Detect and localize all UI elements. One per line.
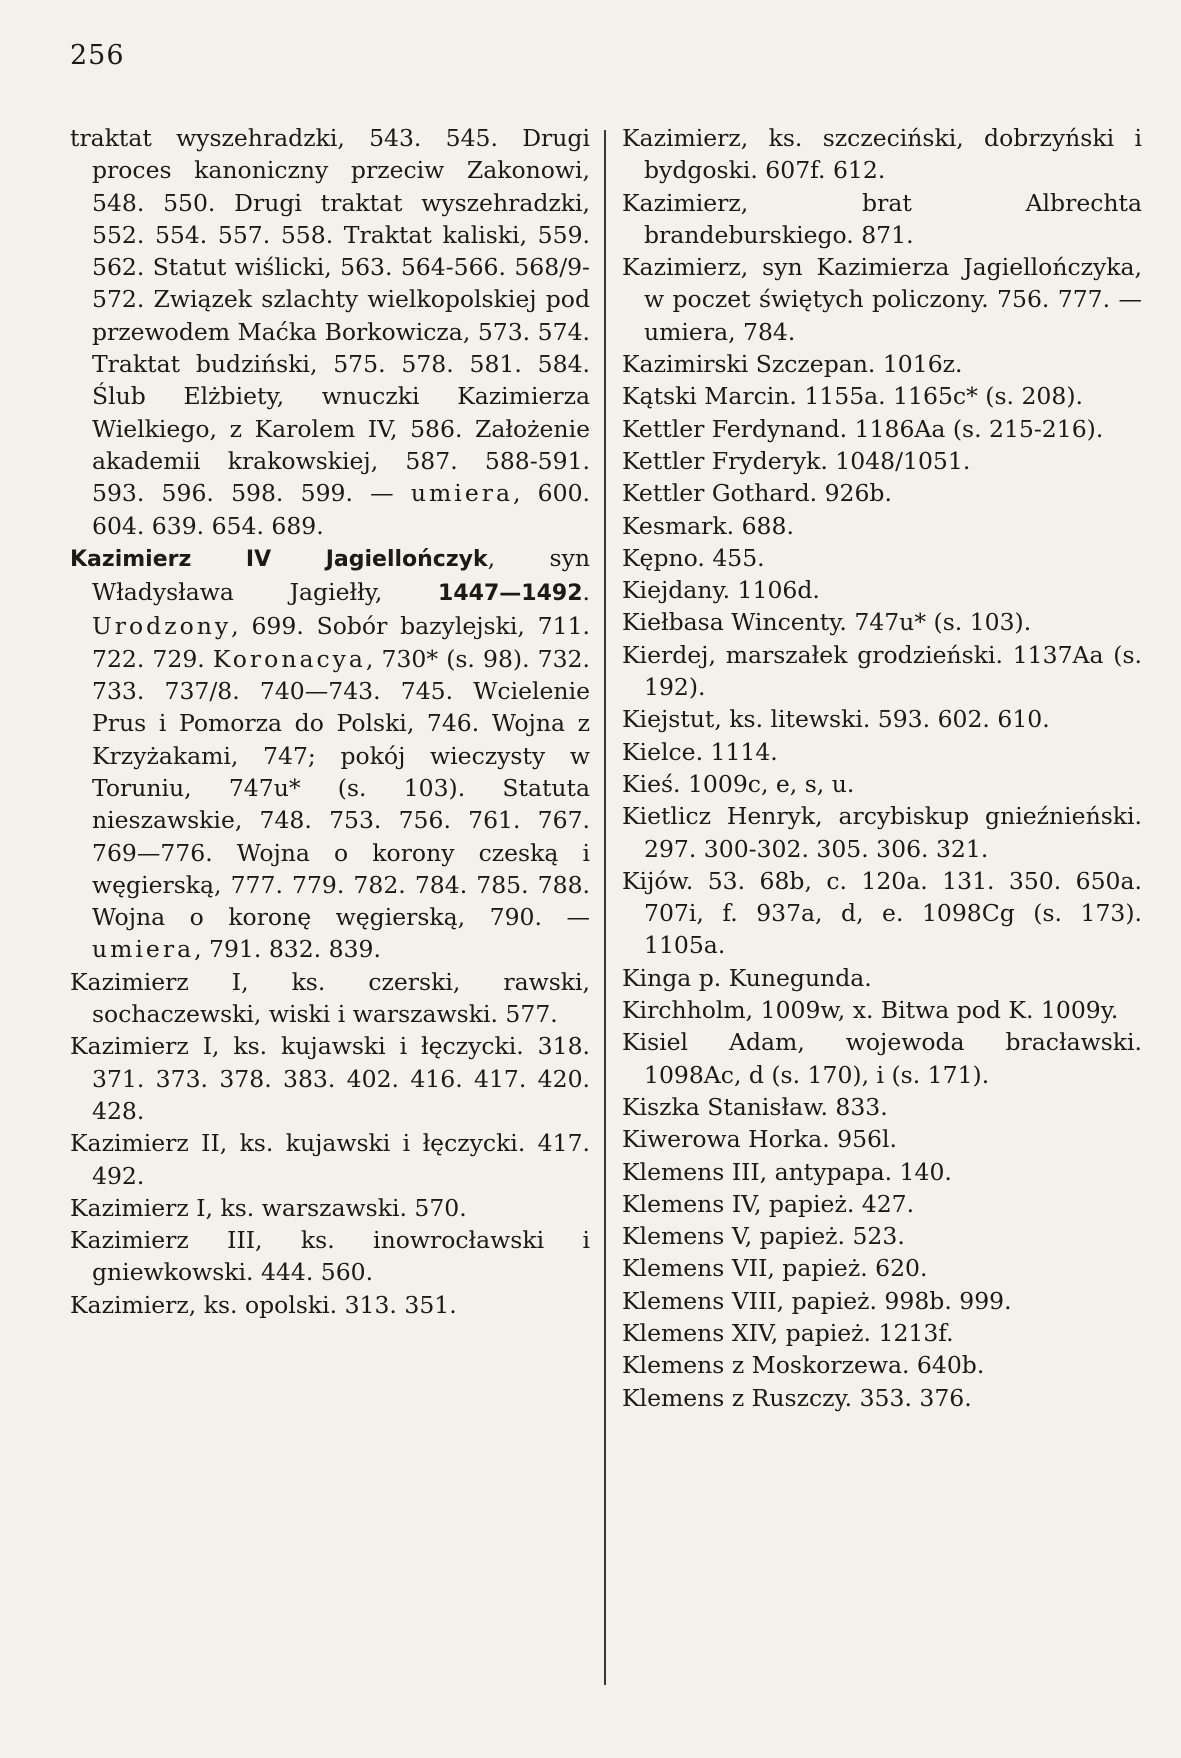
index-entry	[622, 606, 1142, 638]
index-entry-text: Kierdej, marszałek grodzieński. 1137Aa (s. 192).	[622, 640, 1142, 702]
index-entry	[622, 574, 1142, 606]
index-entry-text: Kieś. 1009c, e, s, u.	[622, 769, 855, 798]
index-entry	[622, 1285, 1142, 1317]
index-entry	[622, 994, 1142, 1026]
index-entry-text: Klemens VIII, papież. 998b. 999.	[622, 1286, 1012, 1315]
index-entry-text: Kazimierz, ks. opolski. 313. 351.	[70, 1290, 457, 1319]
index-entry	[70, 122, 590, 542]
column-divider	[604, 130, 606, 1685]
index-entry	[70, 1030, 590, 1127]
index-entry-text: umiera	[410, 479, 513, 508]
index-entry	[70, 1192, 590, 1224]
index-entry-text: Urodzony	[92, 612, 232, 641]
index-entry	[622, 800, 1142, 865]
index-entry	[70, 1224, 590, 1289]
index-entry-text: Klemens VII, papież. 620.	[622, 1254, 928, 1283]
page-number: 256	[70, 40, 125, 71]
index-entry-text: Kijów. 53. 68b, c. 120a. 131. 350. 650a. 707i, f. 937a, d, e. 1098Cg (s. 173). 1105a.	[622, 866, 1142, 960]
index-entry	[622, 1382, 1142, 1414]
index-entry-text: Kiejdany. 1106d.	[622, 576, 820, 605]
index-entry-text: Kisiel Adam, wojewoda bracławski. 1098Ac, d (s. 170), i (s. 171).	[622, 1028, 1142, 1089]
index-entry	[622, 542, 1142, 574]
index-entry-text: Kettler Ferdynand. 1186Aa (s. 215-216).	[622, 414, 1104, 443]
index-entry	[622, 1188, 1142, 1220]
index-entry	[622, 187, 1142, 252]
index-entry-text: Kątski Marcin. 1155a. 1165c* (s. 208).	[622, 382, 1083, 411]
index-entry-text: Kielce. 1114.	[622, 737, 778, 766]
index-entry	[622, 251, 1142, 348]
index-entry-text: Klemens z Ruszczy. 353. 376.	[622, 1383, 972, 1412]
index-entry	[622, 736, 1142, 768]
index-entry-text: Kazimierz I, ks. kujawski i łęczycki. 318. 371. 373. 378. 383. 402. 416. 417. 420. 428.	[70, 1032, 590, 1125]
index-entry	[70, 542, 590, 966]
index-entry-text: Kiełbasa Wincenty. 747u* (s. 103).	[622, 608, 1032, 637]
index-entry	[622, 768, 1142, 800]
index-entry	[622, 1123, 1142, 1155]
index-entry	[622, 1220, 1142, 1252]
index-entry	[622, 703, 1142, 735]
index-column-left	[70, 122, 590, 1321]
index-entry	[622, 1317, 1142, 1349]
index-entry-text: Kazimierz, brat Albrechta brandeburskiego. 871.	[622, 188, 1142, 249]
index-entry-text: Kiwerowa Horka. 956l.	[622, 1125, 897, 1154]
index-entry	[622, 380, 1142, 412]
index-entry-text: Kazimirski Szczepan. 1016z.	[622, 350, 963, 379]
index-entry-text: Kępno. 455.	[622, 543, 765, 572]
index-entry-text: , 791. 832. 839.	[194, 935, 381, 964]
index-entry	[622, 639, 1142, 704]
index-entry-text: Kiejstut, ks. litewski. 593. 602. 610.	[622, 705, 1050, 734]
index-entry	[622, 1091, 1142, 1123]
index-entry	[622, 510, 1142, 542]
index-entry	[70, 1127, 590, 1192]
index-entry-text: Kinga p. Kunegunda.	[622, 963, 872, 992]
index-entry-text: 1447—1492	[438, 581, 583, 607]
index-entry-text: , syn Władysława Jagiełły,	[92, 543, 590, 607]
index-entry-text: Kazimierz, syn Kazimierza Jagiellończyka, w poczet świętych policzony. 756. 777. — umiera, 784.	[622, 253, 1142, 346]
index-entry	[622, 1252, 1142, 1284]
index-entry	[622, 413, 1142, 445]
index-entry-text: Kirchholm, 1009w, x. Bitwa pod K. 1009y.	[622, 996, 1119, 1025]
index-entry-text: , 600. 604. 639. 654. 689.	[92, 479, 590, 540]
index-entry	[622, 445, 1142, 477]
index-entry-text: Kietlicz Henryk, arcybiskup gnieźnieński. 297. 300-302. 305. 306. 321.	[622, 802, 1142, 863]
index-entry	[622, 865, 1142, 962]
index-entry-text: , 730* (s. 98). 732. 733. 737/8. 740—743. 745. Wcielenie Prus i Pomorza do Polski, 746. Wojna z Krzyżakami, 747; pokój wieczysty w Toruniu, 747u* (s. 103). Statuta nieszawskie, 748. 753. 756. 761. 767. 769—776. Wojna o korony czeską i węgierską, 777. 779. 782. 784. 785. 788. Wojna o koronę węgierską, 790. —	[92, 644, 590, 932]
index-entry	[622, 1156, 1142, 1188]
index-entry-text: Kettler Fryderyk. 1048/1051.	[622, 446, 971, 475]
index-entry-text: Kiszka Stanisław. 833.	[622, 1092, 888, 1121]
index-entry-text: .	[582, 578, 590, 607]
index-entry-text: Klemens III, antypapa. 140.	[622, 1157, 952, 1186]
index-column-right	[622, 122, 1142, 1414]
index-entry	[622, 348, 1142, 380]
index-entry	[70, 966, 590, 1031]
index-entry-text: Kazimierz III, ks. inowrocławski i gniewkowski. 444. 560.	[70, 1226, 590, 1287]
index-entry	[70, 1289, 590, 1321]
index-entry-text: Kazimierz I, ks. czerski, rawski, sochaczewski, wiski i warszawski. 577.	[70, 967, 590, 1029]
index-entry-text: Kazimierz I, ks. warszawski. 570.	[70, 1193, 467, 1222]
index-entry	[622, 1026, 1142, 1091]
index-entry-text: Klemens IV, papież. 427.	[622, 1189, 915, 1218]
index-entry	[622, 122, 1142, 187]
index-entry-text: traktat wyszehradzki, 543. 545. Drugi proces kanoniczny przeciw Zakonowi, 548. 550. Drugi traktat wyszehradzki, 552. 554. 557. 558. Traktat kaliski, 559. 562. Statut wiślicki, 563. 564-566. 568/9-572. Związek szlachty wielkopolskiej pod przewodem Maćka Borkowicza, 573. 574. Traktat budziński, 575. 578. 581. 584. Ślub Elżbiety, wnuczki Kazimierza Wielkiego, z Karolem IV, 586. Założenie akademii krakowskiej, 587. 588-591. 593. 596. 598. 599. —	[70, 124, 590, 508]
index-entry-text: Kettler Gothard. 926b.	[622, 479, 892, 508]
index-entry	[622, 1349, 1142, 1381]
index-entry-text: Kazimierz II, ks. kujawski i łęczycki. 417. 492.	[70, 1129, 590, 1190]
index-entry-text: Kazimierz, ks. szczeciński, dobrzyński i bydgoski. 607f. 612.	[622, 124, 1142, 185]
index-entry-text: , 699. Sobór bazylejski, 711. 722. 729.	[92, 612, 590, 673]
index-entry-text: umiera	[92, 935, 195, 964]
index-entry-text: Klemens z Moskorzewa. 640b.	[622, 1351, 985, 1380]
index-entry	[622, 962, 1142, 994]
index-entry-text: Kesmark. 688.	[622, 511, 794, 540]
index-entry-text: Kazimierz IV Jagiellończyk	[70, 546, 488, 572]
index-entry-text: Klemens XIV, papież. 1213f.	[622, 1318, 954, 1347]
index-entry-text: Klemens V, papież. 523.	[622, 1222, 905, 1251]
index-entry	[622, 477, 1142, 509]
index-entry-text: Koronacya	[212, 644, 366, 673]
